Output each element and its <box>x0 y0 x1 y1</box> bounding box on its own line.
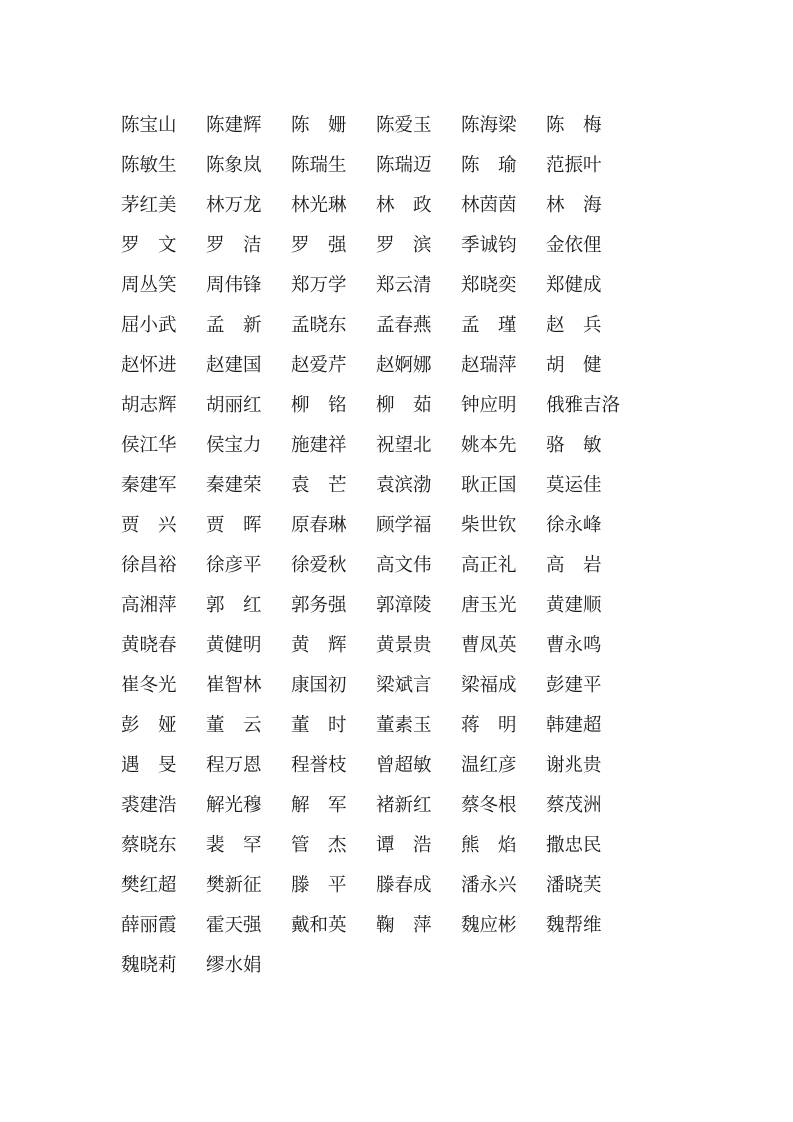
name-entry: 侯宝力 <box>206 435 262 456</box>
name-entry: 莫运佳 <box>546 475 602 496</box>
name-entry: 陈建辉 <box>206 115 262 136</box>
name-row <box>121 426 681 466</box>
name-entry: 俄雅吉洛 <box>546 395 621 416</box>
name-entry: 林 海 <box>546 195 602 216</box>
name-entry: 袁滨渤 <box>376 475 432 496</box>
name-list <box>121 106 681 986</box>
name-entry: 姚本先 <box>461 435 517 456</box>
name-entry: 缪水娟 <box>206 955 262 976</box>
name-entry: 罗 洁 <box>206 235 262 256</box>
name-entry: 郭 红 <box>206 595 262 616</box>
name-entry: 贾 兴 <box>121 515 177 536</box>
name-entry: 裴 罕 <box>206 835 262 856</box>
name-entry: 骆 敏 <box>546 435 602 456</box>
name-entry: 罗 滨 <box>376 235 432 256</box>
name-entry: 顾学福 <box>376 515 432 536</box>
name-entry: 孟 瑾 <box>461 315 517 336</box>
name-entry: 陈爱玉 <box>376 115 432 136</box>
name-row <box>121 466 681 506</box>
name-entry: 谭 浩 <box>376 835 432 856</box>
name-entry: 解 军 <box>291 795 347 816</box>
name-row <box>121 946 681 986</box>
name-entry: 鞠 萍 <box>376 915 432 936</box>
name-entry: 戴和英 <box>291 915 347 936</box>
name-entry: 樊红超 <box>121 875 177 896</box>
name-entry: 魏帮维 <box>546 915 602 936</box>
name-entry: 胡志辉 <box>121 395 177 416</box>
name-entry: 罗 文 <box>121 235 177 256</box>
name-entry: 郑晓奕 <box>461 275 517 296</box>
name-entry: 林万龙 <box>206 195 262 216</box>
name-entry: 薛丽霞 <box>121 915 177 936</box>
name-entry: 解光穆 <box>206 795 262 816</box>
name-entry: 林 政 <box>376 195 432 216</box>
name-row <box>121 586 681 626</box>
name-row <box>121 386 681 426</box>
name-entry: 郭漳陵 <box>376 595 432 616</box>
name-row <box>121 506 681 546</box>
name-row <box>121 266 681 306</box>
name-row <box>121 306 681 346</box>
name-entry: 季诚钧 <box>461 235 517 256</box>
name-entry: 黄 辉 <box>291 635 347 656</box>
name-entry: 蒋 明 <box>461 715 517 736</box>
name-entry: 韩建超 <box>546 715 602 736</box>
name-entry: 陈海梁 <box>461 115 517 136</box>
name-row <box>121 106 681 146</box>
name-entry: 潘晓芙 <box>546 875 602 896</box>
name-entry: 赵建国 <box>206 355 262 376</box>
name-entry: 徐爱秋 <box>291 555 347 576</box>
name-entry: 赵瑞萍 <box>461 355 517 376</box>
name-entry: 柳 茹 <box>376 395 432 416</box>
name-entry: 徐彦平 <box>206 555 262 576</box>
name-entry: 高湘萍 <box>121 595 177 616</box>
name-entry: 贾 晖 <box>206 515 262 536</box>
name-entry: 范振叶 <box>546 155 602 176</box>
name-entry: 黄晓春 <box>121 635 177 656</box>
name-row <box>121 866 681 906</box>
name-entry: 陈瑞生 <box>291 155 347 176</box>
name-row <box>121 186 681 226</box>
name-entry: 陈 姗 <box>291 115 347 136</box>
name-entry: 陈象岚 <box>206 155 262 176</box>
name-entry: 秦建军 <box>121 475 177 496</box>
name-entry: 秦建荣 <box>206 475 262 496</box>
name-entry: 祝望北 <box>376 435 432 456</box>
name-entry: 高 岩 <box>546 555 602 576</box>
name-entry: 谢兆贵 <box>546 755 602 776</box>
name-entry: 熊 焰 <box>461 835 517 856</box>
name-row <box>121 546 681 586</box>
name-entry: 屈小武 <box>121 315 177 336</box>
name-entry: 赵怀进 <box>121 355 177 376</box>
name-entry: 崔冬光 <box>121 675 177 696</box>
name-entry: 温红彦 <box>461 755 517 776</box>
name-entry: 徐永峰 <box>546 515 602 536</box>
name-entry: 崔智林 <box>206 675 262 696</box>
name-entry: 裘建浩 <box>121 795 177 816</box>
name-entry: 彭 娅 <box>121 715 177 736</box>
name-row <box>121 746 681 786</box>
name-entry: 董 云 <box>206 715 262 736</box>
name-entry: 魏晓莉 <box>121 955 177 976</box>
name-entry: 陈宝山 <box>121 115 177 136</box>
name-entry: 蔡冬根 <box>461 795 517 816</box>
name-entry: 管 杰 <box>291 835 347 856</box>
name-entry: 胡 健 <box>546 355 602 376</box>
name-row <box>121 826 681 866</box>
name-entry: 郑健成 <box>546 275 602 296</box>
name-entry: 林光琳 <box>291 195 347 216</box>
name-entry: 郑云清 <box>376 275 432 296</box>
name-entry: 滕 平 <box>291 875 347 896</box>
name-entry: 高文伟 <box>376 555 432 576</box>
name-entry: 茅红美 <box>121 195 177 216</box>
name-entry: 撒忠民 <box>546 835 602 856</box>
name-entry: 曹永鸣 <box>546 635 602 656</box>
name-row <box>121 346 681 386</box>
name-entry: 曾超敏 <box>376 755 432 776</box>
name-row <box>121 906 681 946</box>
name-entry: 黄景贵 <box>376 635 432 656</box>
name-entry: 孟晓东 <box>291 315 347 336</box>
name-entry: 董素玉 <box>376 715 432 736</box>
name-entry: 魏应彬 <box>461 915 517 936</box>
name-entry: 蔡茂洲 <box>546 795 602 816</box>
name-entry: 周丛笑 <box>121 275 177 296</box>
name-row <box>121 626 681 666</box>
name-entry: 胡丽红 <box>206 395 262 416</box>
name-entry: 罗 强 <box>291 235 347 256</box>
name-entry: 滕春成 <box>376 875 432 896</box>
name-entry: 孟 新 <box>206 315 262 336</box>
name-entry: 孟春燕 <box>376 315 432 336</box>
name-entry: 褚新红 <box>376 795 432 816</box>
name-entry: 樊新征 <box>206 875 262 896</box>
name-entry: 陈 瑜 <box>461 155 517 176</box>
name-entry: 康国初 <box>291 675 347 696</box>
name-entry: 潘永兴 <box>461 875 517 896</box>
name-entry: 徐昌裕 <box>121 555 177 576</box>
name-row <box>121 226 681 266</box>
name-entry: 施建祥 <box>291 435 347 456</box>
name-entry: 程万恩 <box>206 755 262 776</box>
name-entry: 原春琳 <box>291 515 347 536</box>
name-entry: 耿正国 <box>461 475 517 496</box>
name-entry: 遇 旻 <box>121 755 177 776</box>
name-entry: 郭务强 <box>291 595 347 616</box>
name-entry: 陈敏生 <box>121 155 177 176</box>
name-entry: 彭建平 <box>546 675 602 696</box>
name-entry: 梁福成 <box>461 675 517 696</box>
name-row <box>121 666 681 706</box>
name-row <box>121 706 681 746</box>
name-entry: 金依俚 <box>546 235 602 256</box>
name-entry: 周伟锋 <box>206 275 262 296</box>
name-entry: 蔡晓东 <box>121 835 177 856</box>
name-entry: 董 时 <box>291 715 347 736</box>
name-entry: 唐玉光 <box>461 595 517 616</box>
name-entry: 陈 梅 <box>546 115 602 136</box>
name-entry: 陈瑞迈 <box>376 155 432 176</box>
name-entry: 柳 铭 <box>291 395 347 416</box>
name-entry: 钟应明 <box>461 395 517 416</box>
name-entry: 袁 芒 <box>291 475 347 496</box>
name-entry: 黄建顺 <box>546 595 602 616</box>
name-entry: 梁斌言 <box>376 675 432 696</box>
name-entry: 曹凤英 <box>461 635 517 656</box>
name-entry: 黄健明 <box>206 635 262 656</box>
name-entry: 赵爱芹 <box>291 355 347 376</box>
name-entry: 霍天强 <box>206 915 262 936</box>
name-entry: 郑万学 <box>291 275 347 296</box>
name-entry: 赵婀娜 <box>376 355 432 376</box>
name-entry: 柴世钦 <box>461 515 517 536</box>
name-entry: 侯江华 <box>121 435 177 456</box>
name-entry: 赵 兵 <box>546 315 602 336</box>
name-entry: 林茵茵 <box>461 195 517 216</box>
name-row <box>121 786 681 826</box>
name-entry: 高正礼 <box>461 555 517 576</box>
name-entry: 程誉枝 <box>291 755 347 776</box>
name-row <box>121 146 681 186</box>
